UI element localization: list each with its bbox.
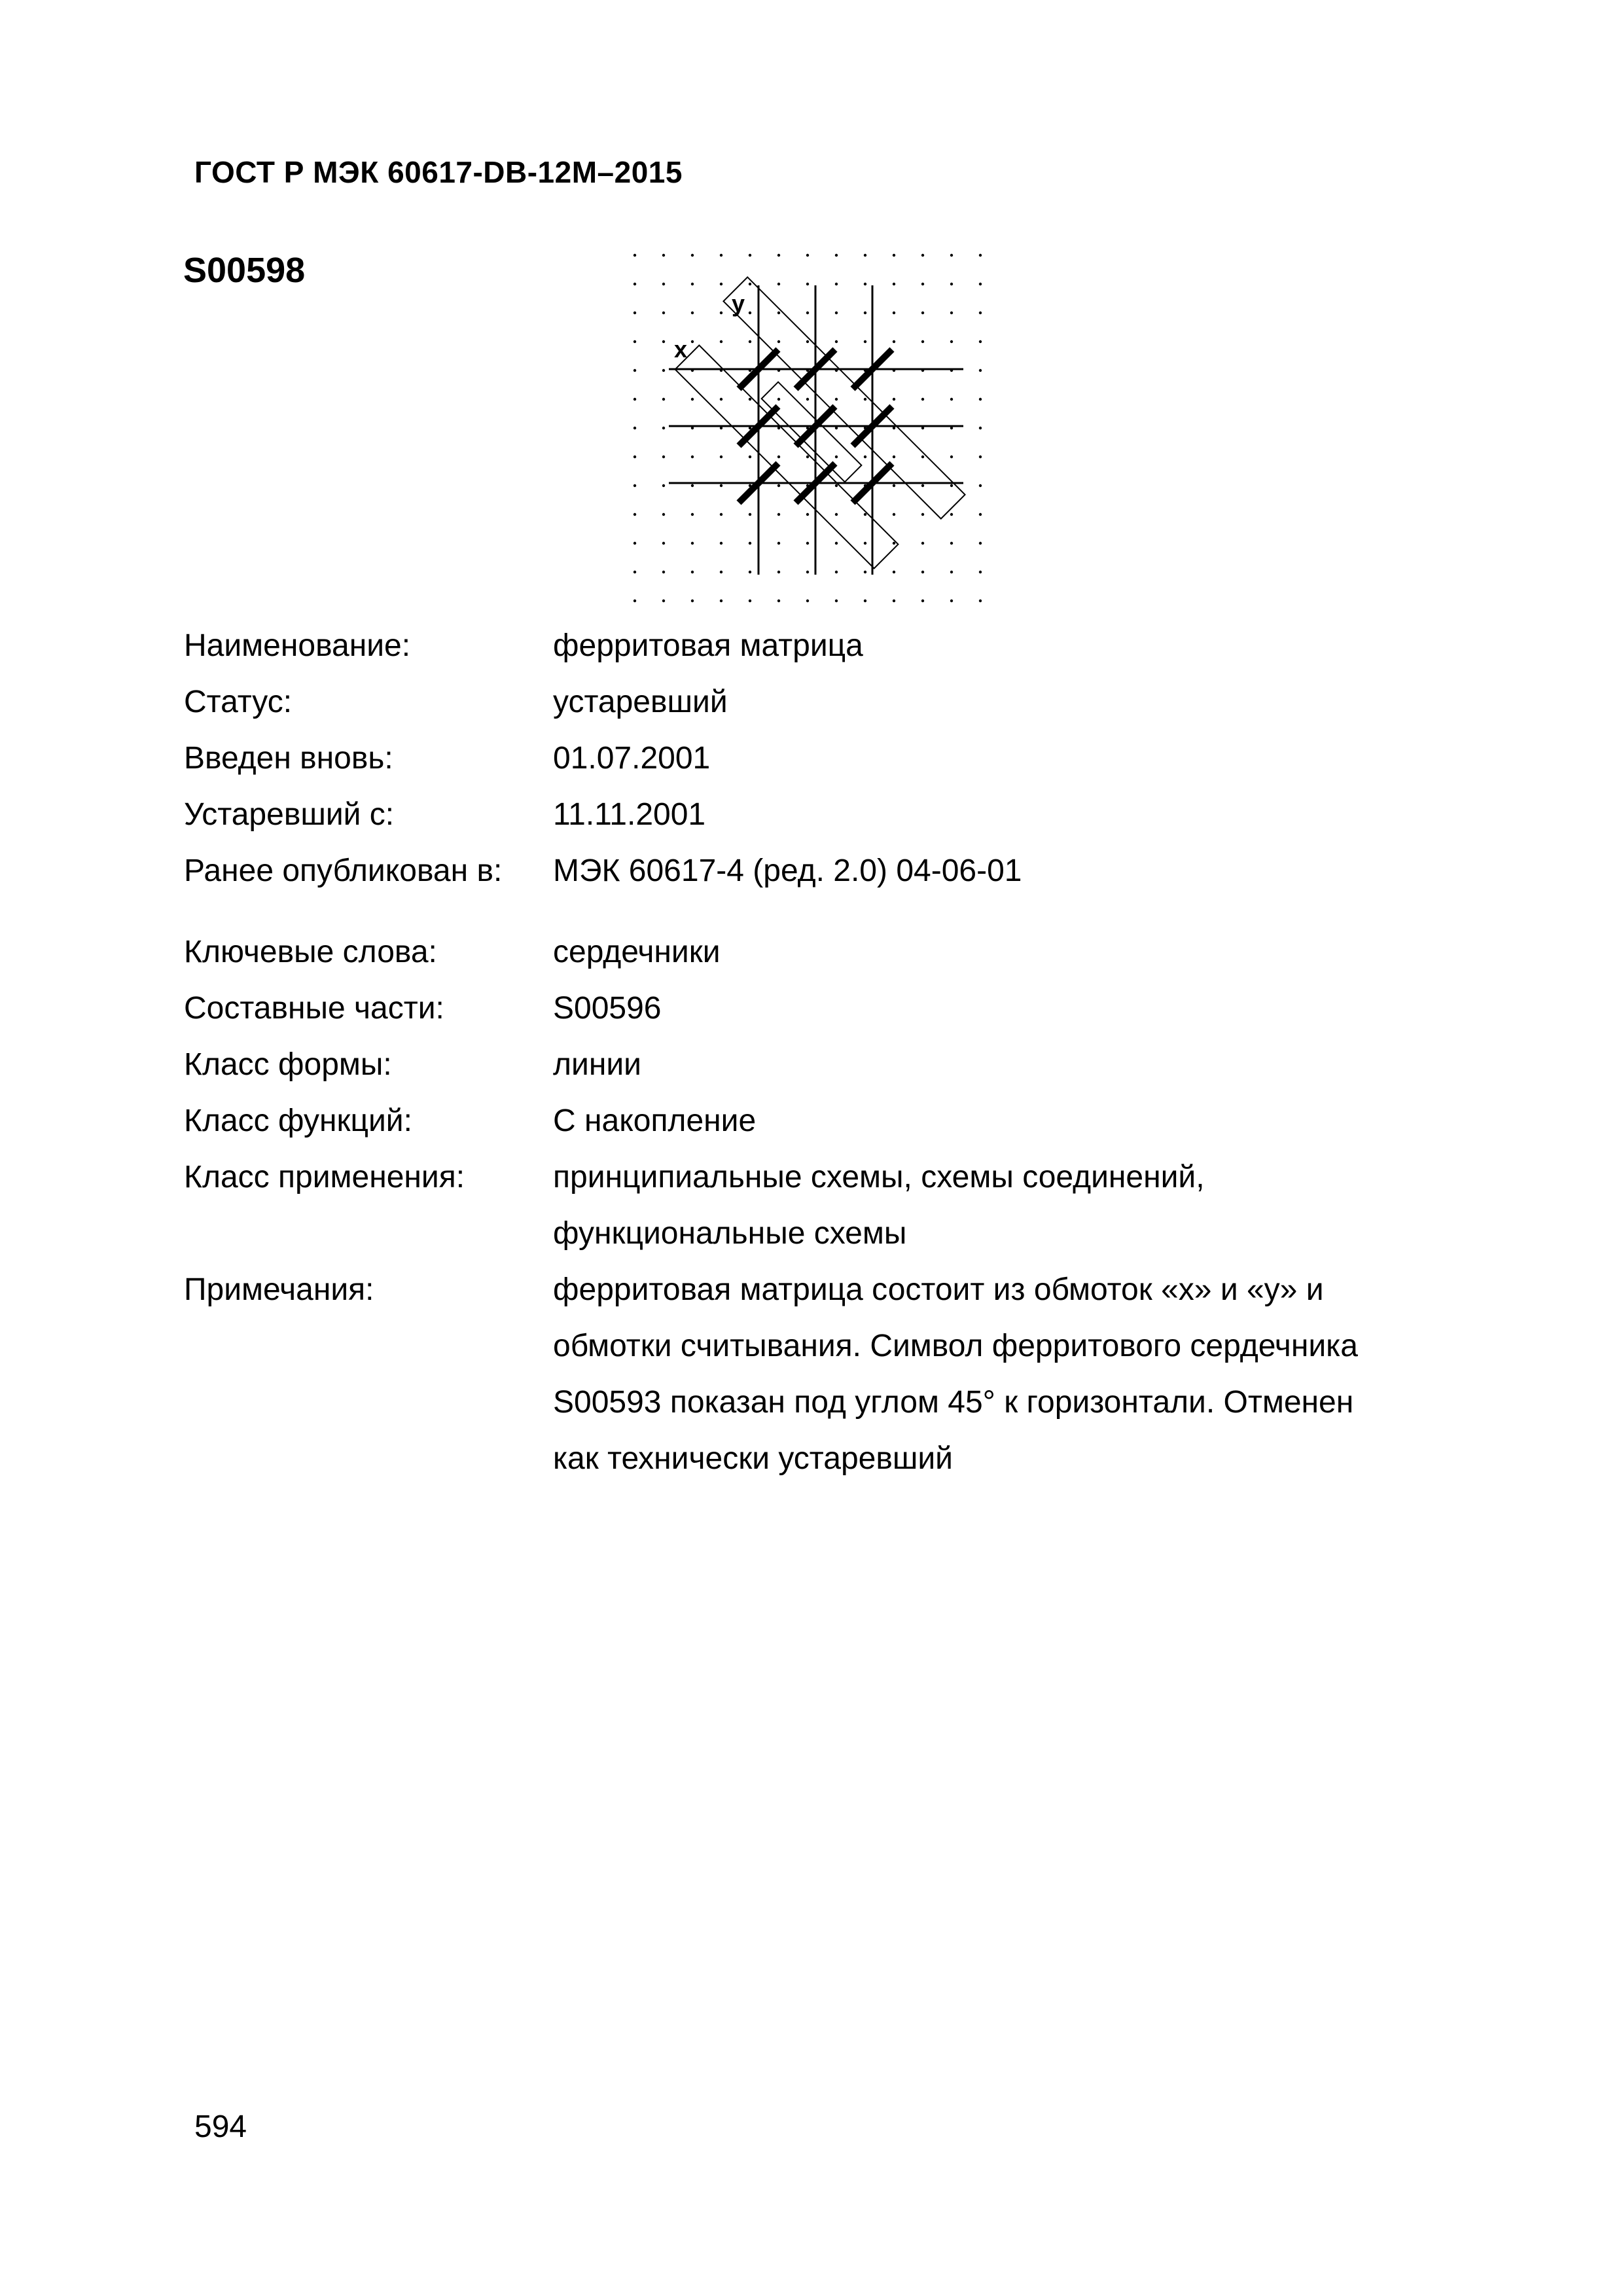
property-value-line: S00596 xyxy=(553,991,662,1026)
grid-dot xyxy=(921,398,924,401)
property-value-line: сердечники xyxy=(553,935,721,969)
grid-dot xyxy=(662,312,665,314)
ferrite-matrix-symbol xyxy=(615,241,1001,614)
grid-dot xyxy=(835,398,838,401)
y-winding-label: y xyxy=(732,290,745,317)
grid-dot xyxy=(950,312,953,314)
grid-dot xyxy=(691,484,694,487)
property-value xyxy=(553,924,1467,980)
grid-dot xyxy=(806,513,809,516)
grid-dot xyxy=(662,427,665,429)
property-value-line: ферритовая матрица xyxy=(553,628,863,663)
grid-dot xyxy=(633,484,636,487)
grid-dot xyxy=(950,456,953,458)
ferrite-matrix-drawing xyxy=(615,241,1001,614)
property-label: Класс применения: xyxy=(184,1160,465,1194)
grid-dot xyxy=(633,513,636,516)
grid-dot xyxy=(662,283,665,285)
grid-dot xyxy=(633,283,636,285)
grid-dot xyxy=(979,542,982,545)
property-value-line: С накопление xyxy=(553,1103,757,1138)
grid-dot xyxy=(864,542,866,545)
grid-dot xyxy=(720,283,722,285)
grid-dot xyxy=(777,513,780,516)
grid-dot xyxy=(633,542,636,545)
property-row xyxy=(184,618,1467,674)
grid-dot xyxy=(777,456,780,458)
grid-dot xyxy=(979,600,982,602)
grid-dot xyxy=(720,340,722,343)
property-row xyxy=(184,730,1467,787)
grid-dot xyxy=(979,283,982,285)
grid-dot xyxy=(720,398,722,401)
grid-dot xyxy=(921,340,924,343)
grid-dot xyxy=(979,456,982,458)
grid-dot xyxy=(662,340,665,343)
grid-dot xyxy=(777,283,780,285)
grid-dot xyxy=(662,542,665,545)
grid-dot xyxy=(893,283,895,285)
symbol-id: S00598 xyxy=(183,251,306,290)
grid-dot xyxy=(864,283,866,285)
grid-dot xyxy=(921,571,924,573)
grid-dot xyxy=(749,513,751,516)
grid-dot xyxy=(864,513,866,516)
grid-dot xyxy=(979,369,982,372)
property-value xyxy=(553,730,1467,787)
grid-dot xyxy=(777,312,780,314)
grid-dot xyxy=(835,571,838,573)
grid-dot xyxy=(806,254,809,257)
grid-dot xyxy=(835,484,838,487)
grid-dot xyxy=(806,283,809,285)
grid-dot xyxy=(921,312,924,314)
grid-dot xyxy=(749,254,751,257)
grid-dot xyxy=(749,340,751,343)
property-row xyxy=(184,787,1467,843)
property-row xyxy=(184,1037,1467,1093)
property-row xyxy=(184,1262,1467,1487)
grid-dot xyxy=(662,456,665,458)
property-label: Класс функций: xyxy=(184,1103,412,1138)
grid-dot xyxy=(893,571,895,573)
grid-dot xyxy=(864,254,866,257)
property-value xyxy=(553,1149,1467,1262)
grid-dot xyxy=(950,283,953,285)
property-row xyxy=(184,924,1467,980)
property-value-line: функциональные схемы xyxy=(553,1216,907,1251)
property-value xyxy=(553,980,1467,1037)
grid-dot xyxy=(691,513,694,516)
property-label: Примечания: xyxy=(184,1272,374,1307)
grid-dot xyxy=(950,254,953,257)
grid-dot xyxy=(893,398,895,401)
grid-dot xyxy=(633,398,636,401)
grid-dot xyxy=(864,571,866,573)
grid-dot xyxy=(720,312,722,314)
grid-dot xyxy=(720,484,722,487)
grid-dot xyxy=(835,513,838,516)
grid-dot xyxy=(691,571,694,573)
grid-dot xyxy=(720,600,722,602)
grid-dot xyxy=(921,254,924,257)
grid-dot xyxy=(720,513,722,516)
grid-dot xyxy=(893,456,895,458)
page-number: 594 xyxy=(194,2109,247,2144)
grid-dot xyxy=(893,312,895,314)
grid-dot xyxy=(662,571,665,573)
grid-dot xyxy=(749,312,751,314)
grid-dot xyxy=(893,600,895,602)
grid-dot xyxy=(950,484,953,487)
property-row xyxy=(184,674,1467,730)
grid-dot xyxy=(950,398,953,401)
property-value-line: как технически устаревший xyxy=(553,1441,953,1476)
grid-dot xyxy=(893,513,895,516)
grid-dot xyxy=(921,600,924,602)
property-value-line: 01.07.2001 xyxy=(553,741,711,776)
property-row xyxy=(184,1149,1467,1262)
grid-dot xyxy=(979,427,982,429)
grid-dot xyxy=(633,456,636,458)
grid-dot xyxy=(979,312,982,314)
property-value-line: устаревший xyxy=(553,685,728,719)
grid-dot xyxy=(691,542,694,545)
grid-dot xyxy=(806,456,809,458)
property-value xyxy=(553,618,1467,674)
grid-dot xyxy=(835,283,838,285)
property-label: Ключевые слова: xyxy=(184,935,437,969)
grid-dot xyxy=(749,283,751,285)
grid-dot xyxy=(950,513,953,516)
grid-dot xyxy=(979,398,982,401)
grid-dot xyxy=(921,513,924,516)
property-row xyxy=(184,843,1467,899)
property-value xyxy=(553,1262,1467,1487)
grid-dot xyxy=(720,456,722,458)
property-label: Составные части: xyxy=(184,991,444,1026)
grid-dot xyxy=(691,340,694,343)
property-value xyxy=(553,1093,1467,1149)
grid-dot xyxy=(691,283,694,285)
property-value-line: принципиальные схемы, схемы соединений, xyxy=(553,1160,1205,1194)
grid-dot xyxy=(950,542,953,545)
grid-dot xyxy=(720,542,722,545)
property-label: Введен вновь: xyxy=(184,741,393,776)
grid-dot xyxy=(633,571,636,573)
ferrite-cores xyxy=(739,350,892,503)
property-label: Устаревший с: xyxy=(184,797,395,832)
grid-dot xyxy=(662,398,665,401)
grid-dot xyxy=(835,542,838,545)
grid-dot xyxy=(835,312,838,314)
grid-dot xyxy=(691,254,694,257)
property-table xyxy=(184,618,1467,1487)
grid-dot xyxy=(806,600,809,602)
grid-dot xyxy=(921,456,924,458)
grid-dot xyxy=(950,571,953,573)
grid-dot xyxy=(835,600,838,602)
grid-dot xyxy=(749,456,751,458)
grid-dot xyxy=(777,340,780,343)
grid-dot xyxy=(691,600,694,602)
grid-dot xyxy=(893,542,895,545)
property-value-line: ферритовая матрица состоит из обмоток «x» и «y» и xyxy=(553,1272,1324,1307)
grid-dot xyxy=(662,513,665,516)
grid-dot xyxy=(864,340,866,343)
grid-dot xyxy=(979,254,982,257)
grid-dot xyxy=(633,600,636,602)
grid-dot xyxy=(835,254,838,257)
grid-dot xyxy=(662,484,665,487)
grid-dot xyxy=(749,600,751,602)
grid-dot xyxy=(777,571,780,573)
property-value xyxy=(553,674,1467,730)
grid-dot xyxy=(864,600,866,602)
property-value-line: МЭК 60617-4 (ред. 2.0) 04-06-01 xyxy=(553,853,1022,888)
property-value xyxy=(553,843,1467,899)
property-value-line: линии xyxy=(553,1047,641,1082)
grid-dot xyxy=(950,600,953,602)
grid-dot xyxy=(806,398,809,401)
grid-dot xyxy=(950,340,953,343)
grid-dot xyxy=(720,571,722,573)
grid-dot xyxy=(691,456,694,458)
grid-dot xyxy=(864,398,866,401)
property-value-line: S00593 показан под углом 45° к горизонтали. Отменен xyxy=(553,1385,1354,1420)
grid-dot xyxy=(893,484,895,487)
grid-dot xyxy=(979,340,982,343)
grid-dot xyxy=(806,340,809,343)
grid-dot xyxy=(749,571,751,573)
grid-dot xyxy=(662,600,665,602)
grid-dot xyxy=(864,312,866,314)
grid-dot xyxy=(979,484,982,487)
property-row xyxy=(184,980,1467,1037)
grid-dot xyxy=(864,456,866,458)
grid-dot xyxy=(806,312,809,314)
property-value-line: обмотки считывания. Символ ферритового сердечника xyxy=(553,1329,1358,1363)
grid-dot xyxy=(662,369,665,372)
property-value xyxy=(553,1037,1467,1093)
grid-dot xyxy=(633,254,636,257)
grid-dot xyxy=(835,340,838,343)
grid-dot xyxy=(777,254,780,257)
property-label: Статус: xyxy=(184,685,293,719)
grid-dot xyxy=(921,484,924,487)
grid-dot xyxy=(979,571,982,573)
grid-dot xyxy=(806,571,809,573)
grid-dot xyxy=(979,513,982,516)
grid-dot xyxy=(691,398,694,401)
grid-dot xyxy=(893,254,895,257)
property-value xyxy=(553,787,1467,843)
grid-dot xyxy=(921,542,924,545)
grid-dot xyxy=(777,600,780,602)
property-value-line: 11.11.2001 xyxy=(553,797,706,832)
property-row xyxy=(184,1093,1467,1149)
grid-dot xyxy=(777,542,780,545)
property-label: Наименование: xyxy=(184,628,411,663)
grid-dot xyxy=(691,312,694,314)
grid-dot xyxy=(749,398,751,401)
grid-dot xyxy=(633,427,636,429)
grid-dot xyxy=(777,398,780,401)
grid-dot xyxy=(749,542,751,545)
grid-dot xyxy=(633,312,636,314)
property-label: Класс формы: xyxy=(184,1047,392,1082)
grid-dot xyxy=(835,456,838,458)
grid-dot xyxy=(806,542,809,545)
grid-dot xyxy=(662,254,665,257)
grid-dot xyxy=(777,484,780,487)
grid-dot xyxy=(720,254,722,257)
grid-dot xyxy=(633,340,636,343)
property-label: Ранее опубликован в: xyxy=(184,853,503,888)
grid-dot xyxy=(921,283,924,285)
document-standard-header: ГОСТ Р МЭК 60617-DB-12M–2015 xyxy=(194,155,683,189)
grid-dot xyxy=(633,369,636,372)
grid-dots xyxy=(633,254,982,602)
grid-dot xyxy=(893,340,895,343)
x-winding-label: x xyxy=(674,336,688,363)
